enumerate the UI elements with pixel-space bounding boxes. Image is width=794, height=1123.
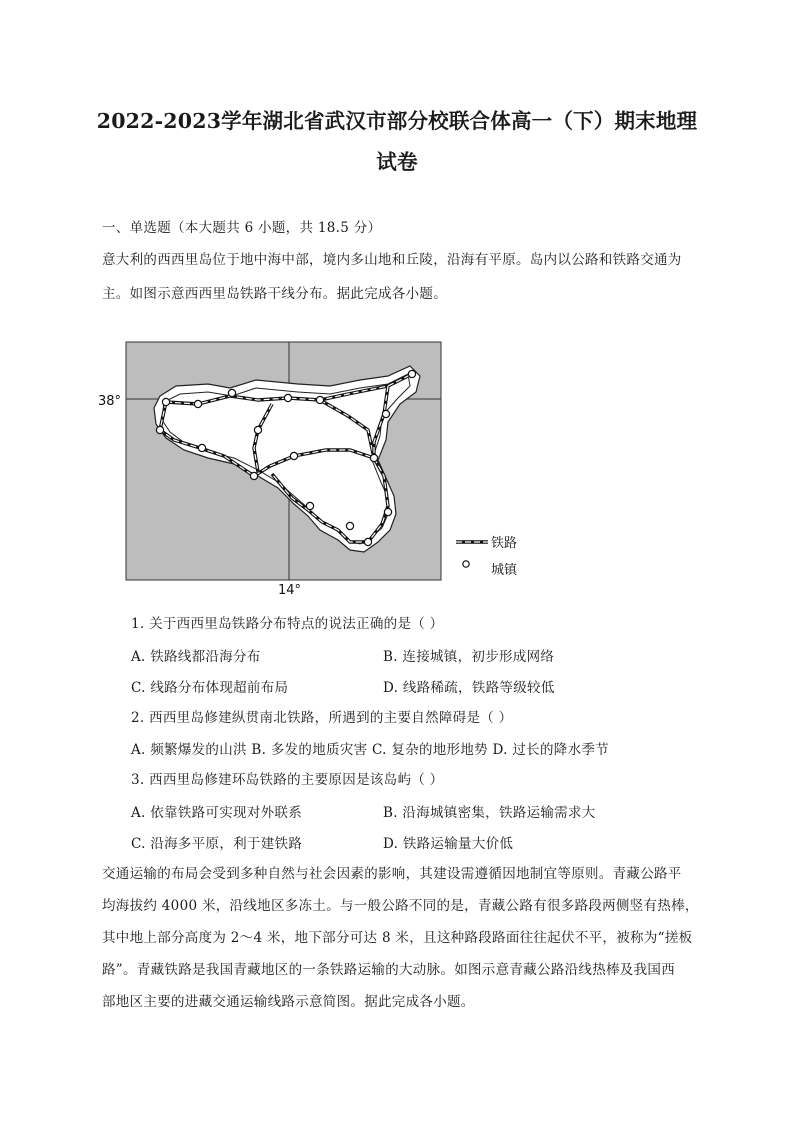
town-marker	[284, 394, 291, 401]
question-3-option-a[interactable]: A. 依靠铁路可实现对外联系	[131, 805, 303, 821]
map-svg	[98, 336, 538, 598]
exam-title: 2022-2023学年湖北省武汉市部分校联合体高一（下）期末地理	[96, 109, 698, 133]
town-marker	[162, 398, 169, 405]
town-marker	[408, 370, 415, 377]
passage-2-line-1: 交通运输的布局会受到多种自然与社会因素的影响，其建设需遵循因地制宜等原则。青藏公路平	[102, 866, 682, 882]
town-marker	[364, 538, 371, 545]
question-3-option-d[interactable]: D. 铁路运输量大价低	[383, 836, 514, 852]
passage-2-line-3: 其中地上部分高度为 2～4 米，地下部分可达 8 米，且这种路段路面往往起伏不平，被称为“搓板	[102, 930, 693, 946]
town-marker	[194, 400, 201, 407]
town-marker	[382, 410, 389, 417]
legend-town-icon	[463, 561, 469, 567]
legend-town-label: 城镇	[491, 563, 518, 578]
longitude-label: 14°	[278, 583, 302, 598]
section-heading: 一、单选题（本大题共 6 小题，共 18.5 分）	[102, 220, 382, 236]
question-3-option-c[interactable]: C. 沿海多平原，利于建铁路	[131, 836, 303, 852]
passage-2-line-2: 均海拔约 4000 米，沿线地区多冻土。与一般公路不同的是，青藏公路有很多路段两侧竖有热棒，	[102, 898, 699, 914]
town-marker	[228, 389, 235, 396]
intro-paragraph-line-2: 主。如图示意西西里岛铁路干线分布。据此完成各小题。	[102, 286, 447, 302]
town-marker	[306, 502, 313, 509]
sicily-railway-map	[98, 336, 538, 598]
town-marker	[290, 452, 297, 459]
town-marker	[346, 522, 353, 529]
question-3-stem: 3. 西西里岛修建环岛铁路的主要原因是该岛屿（ ）	[131, 772, 444, 788]
town-marker	[384, 508, 391, 515]
town-marker	[198, 444, 205, 451]
passage-2-line-5: 部地区主要的进藏交通运输线路示意简图。据此完成各小题。	[102, 994, 475, 1010]
passage-2-line-4: 路”。青藏铁路是我国青藏地区的一条铁路运输的大动脉。如图示意青藏公路沿线热棒及我国西	[102, 962, 675, 978]
question-1-stem: 1. 关于西西里岛铁路分布特点的说法正确的是（ ）	[131, 616, 444, 632]
question-1-option-d[interactable]: D. 线路稀疏，铁路等级较低	[383, 680, 555, 696]
town-marker	[156, 426, 163, 433]
town-marker	[254, 426, 261, 433]
question-2-options[interactable]: A. 频繁爆发的山洪 B. 多发的地质灾害 C. 复杂的地形地势 D. 过长的降水季节	[131, 742, 609, 758]
question-1-option-b[interactable]: B. 连接城镇，初步形成网络	[383, 649, 555, 665]
town-marker	[250, 472, 257, 479]
question-3-option-b[interactable]: B. 沿海城镇密集，铁路运输需求大	[383, 805, 596, 821]
town-marker	[370, 454, 377, 461]
question-1-option-a[interactable]: A. 铁路线都沿海分布	[131, 649, 261, 665]
question-1-option-c[interactable]: C. 线路分布体现超前布局	[131, 680, 289, 696]
town-marker	[316, 396, 323, 403]
latitude-label: 38°	[98, 394, 122, 409]
legend-railway-label: 铁路	[491, 536, 518, 551]
map-legend	[456, 535, 518, 578]
intro-paragraph-line-1: 意大利的西西里岛位于地中海中部，境内多山地和丘陵，沿海有平原。岛内以公路和铁路交通为	[102, 252, 682, 268]
question-2-stem: 2. 西西里岛修建纵贯南北铁路，所遇到的主要自然障碍是（ ）	[131, 710, 513, 726]
exam-title-continued: 试卷	[376, 150, 418, 174]
